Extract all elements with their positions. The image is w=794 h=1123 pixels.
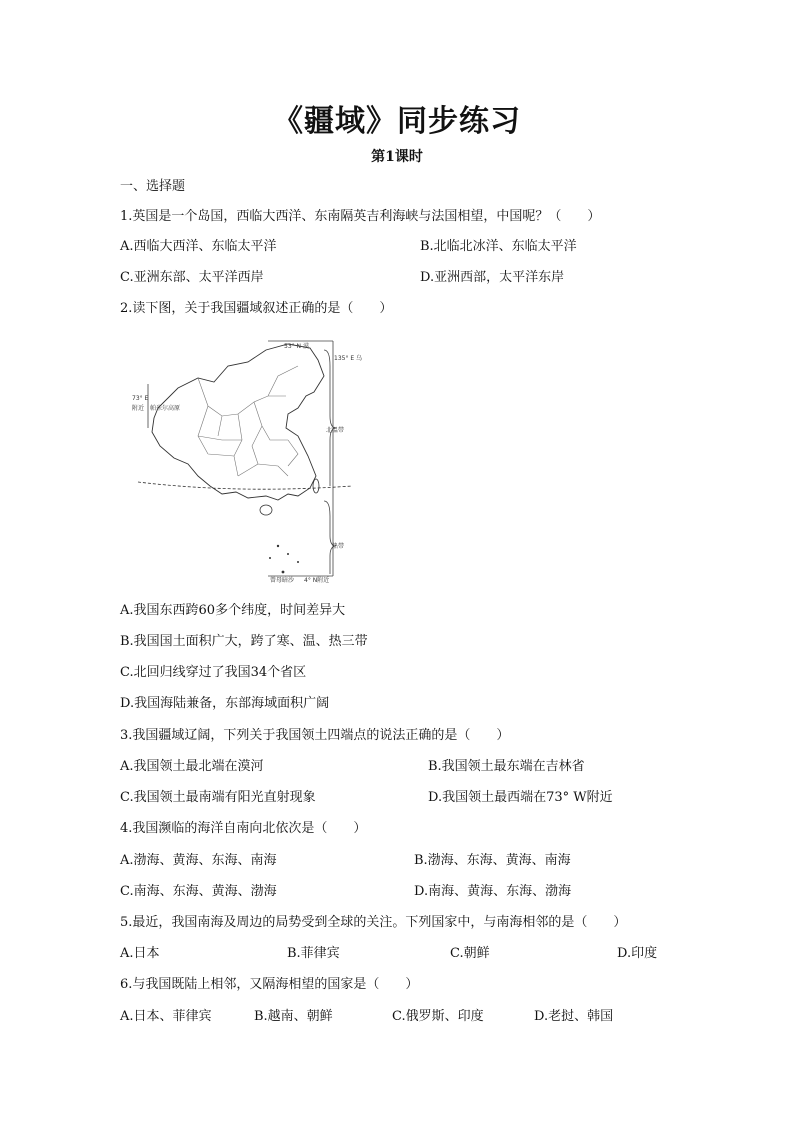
section-heading: 一、选择题 (120, 179, 186, 194)
page-title: 《疆域》同步练习 (273, 104, 521, 139)
question-4-option-d: D.南海、黄海、东海、渤海 (414, 884, 572, 899)
question-1-stem: 1.英国是一个岛国，西临大西洋、东南隔英吉利海峡与法国相望，中国呢？（ ） (120, 209, 601, 224)
question-5-option-d: D.印度 (617, 946, 658, 961)
map-label-west: 73° E (132, 395, 149, 402)
question-1-option-b: B.北临北冰洋、东临太平洋 (420, 239, 577, 254)
question-4-stem: 4.我国濒临的海洋自南向北依次是（ ） (120, 821, 367, 836)
question-3-option-b: B.我国领土最东端在吉林省 (428, 759, 585, 774)
question-3-option-a: A.我国领土最北端在漠河 (120, 759, 264, 774)
map-label-west-place: 帕米尔高原 (150, 405, 181, 412)
question-6-option-a: A.日本、菲律宾 (120, 1009, 212, 1024)
question-6-option-c: C.俄罗斯、印度 (392, 1009, 484, 1024)
question-5-stem: 5.最近，我国南海及周边的局势受到全球的关注。下列国家中，与南海相邻的是（ ） (120, 915, 627, 930)
question-3-option-d: D.我国领土最西端在73° W附近 (428, 790, 613, 805)
lesson-subtitle: 第1课时 (371, 149, 423, 165)
map-label-east: 135° E 乌 (334, 355, 363, 362)
question-4-option-a: A.渤海、黄海、东海、南海 (120, 853, 277, 868)
question-2-stem: 2.读下图，关于我国疆域叙述正确的是（ ） (120, 301, 393, 316)
question-6-stem: 6.与我国既陆上相邻，又隔海相望的国家是（ ） (120, 977, 419, 992)
question-2-option-b: B.我国国土面积广大，跨了寒、温、热三带 (120, 634, 368, 649)
map-label-temperate: 北温带 (326, 427, 345, 434)
question-6-option-b: B.越南、朝鲜 (254, 1009, 333, 1024)
question-6-option-d: D.老挝、韩国 (534, 1009, 614, 1024)
map-label-south-lat: 4° N附近 (304, 577, 330, 584)
question-4-option-c: C.南海、东海、黄海、渤海 (120, 884, 277, 899)
question-2-option-a: A.我国东西跨60多个纬度，时间差异大 (120, 603, 346, 618)
question-3-option-c: C.我国领土最南端有阳光直射现象 (120, 790, 316, 805)
question-3-stem: 3.我国疆域辽阔，下列关于我国领土四端点的说法正确的是（ ） (120, 728, 510, 743)
china-outline (152, 344, 324, 500)
map-label-north: 53° N 漠 (284, 343, 309, 350)
map-label-south-point: 曾母暗沙 (270, 577, 295, 584)
question-1-option-a: A.西临大西洋、东临太平洋 (120, 239, 277, 254)
question-2-option-d: D.我国海陆兼备，东部海域面积广阔 (120, 696, 330, 711)
map-label-tropic: 热带 (332, 543, 345, 550)
question-2-option-c: C.北回归线穿过了我国34个省区 (120, 665, 307, 680)
question-5-option-b: B.菲律宾 (287, 946, 340, 961)
question-5-option-a: A.日本 (120, 946, 160, 961)
map-label-west-note: 附近 (132, 405, 145, 412)
question-1-option-d: D.亚洲西部，太平洋东岸 (420, 270, 565, 285)
question-5-option-c: C.朝鲜 (450, 946, 490, 961)
question-4-option-b: B.渤海、东海、黄海、南海 (414, 853, 571, 868)
china-territory-map (132, 336, 363, 586)
question-1-option-c: C.亚洲东部、太平洋西岸 (120, 270, 264, 285)
